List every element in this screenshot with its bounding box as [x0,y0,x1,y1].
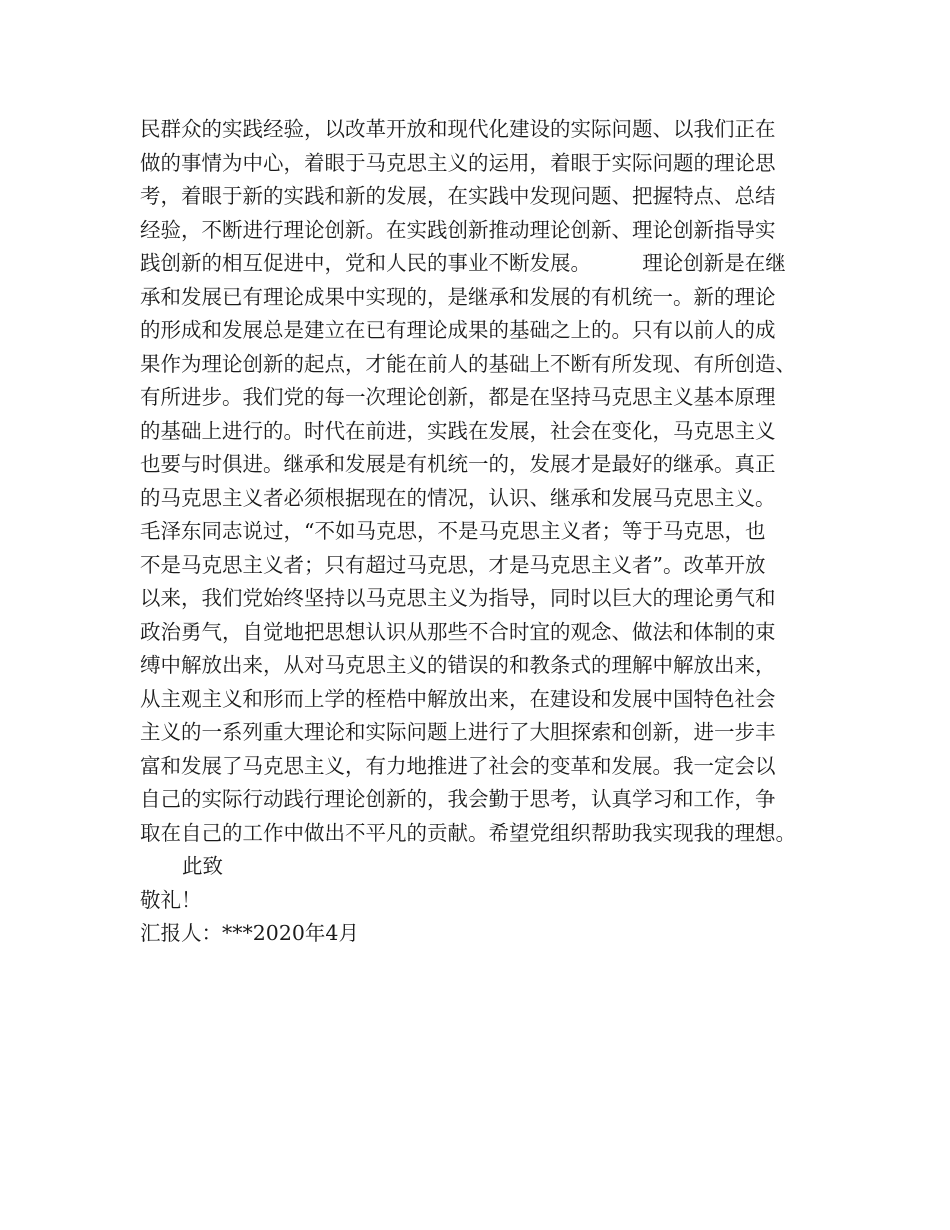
body-line: 主义的一系列重大理论和实际问题上进行了大胆探索和创新，进一步丰 [140,720,776,744]
body-line: 以来，我们党始终坚持以马克思主义为指导，同时以巨大的理论勇气和 [140,586,776,610]
body-line: 缚中解放出来，从对马克思主义的错误的和教条式的理解中解放出来， [140,653,776,677]
body-line: 也要与时俱进。继承和发展是有机统一的，发展才是最好的继承。真正 [140,452,776,476]
letter-body [140,113,840,951]
body-line: 毛泽东同志说过，“不如马克思，不是马克思主义者；等于马克思，也 [140,519,766,543]
body-line: 的基础上进行的。时代在前进，实践在发展，社会在变化，马克思主义 [140,418,776,443]
body-line: 做的事情为中心，着眼于马克思主义的运用，着眼于实际问题的理论思 [140,150,776,175]
body-line: 考，着眼于新的实践和新的发展，在实践中发现问题、把握特点、总结 [140,184,776,208]
body-line: 的马克思主义者必须根据现在的情况，认识、继承和发展马克思主义。 [140,485,776,510]
body-line: 不是马克思主义者；只有超过马克思，才是马克思主义者”。改革开放 [140,552,766,577]
body-line: 的形成和发展总是建立在已有理论成果的基础之上的。只有以前人的成 [140,318,776,342]
closing-line: 此致 [182,854,223,878]
body-line: 自己的实际行动践行理论创新的，我会勤于思考，认真学习和工作，争 [140,787,776,811]
salutation-line: 敬礼！ [140,887,202,912]
body-line: 民群众的实践经验，以改革开放和现代化建设的实际问题、以我们正在 [140,117,776,141]
body-line: 践创新的相互促进中，党和人民的事业不断发展。 理论创新是在继 [140,251,786,275]
body-line: 富和发展了马克思主义，有力地推进了社会的变革和发展。我一定会以 [140,753,776,778]
body-line: 政治勇气，自觉地把思想认识从那些不合时宜的观念、做法和体制的束 [140,619,776,644]
signature-line: 汇报人：***2020年4月 [140,921,359,945]
body-line: 果作为理论创新的起点，才能在前人的基础上不断有所发现、有所创造、 [140,351,796,376]
body-line: 有所进步。我们党的每一次理论创新，都是在坚持马克思主义基本原理 [140,385,776,409]
body-line: 经验，不断进行理论创新。在实践创新推动理论创新、理论创新指导实 [140,217,776,242]
body-line: 承和发展已有理论成果中实现的，是继承和发展的有机统一。新的理论 [140,284,776,309]
body-line: 从主观主义和形而上学的桎梏中解放出来，在建设和发展中国特色社会 [140,686,776,711]
body-line: 取在自己的工作中做出不平凡的贡献。希望党组织帮助我实现我的理想。 [140,820,796,845]
